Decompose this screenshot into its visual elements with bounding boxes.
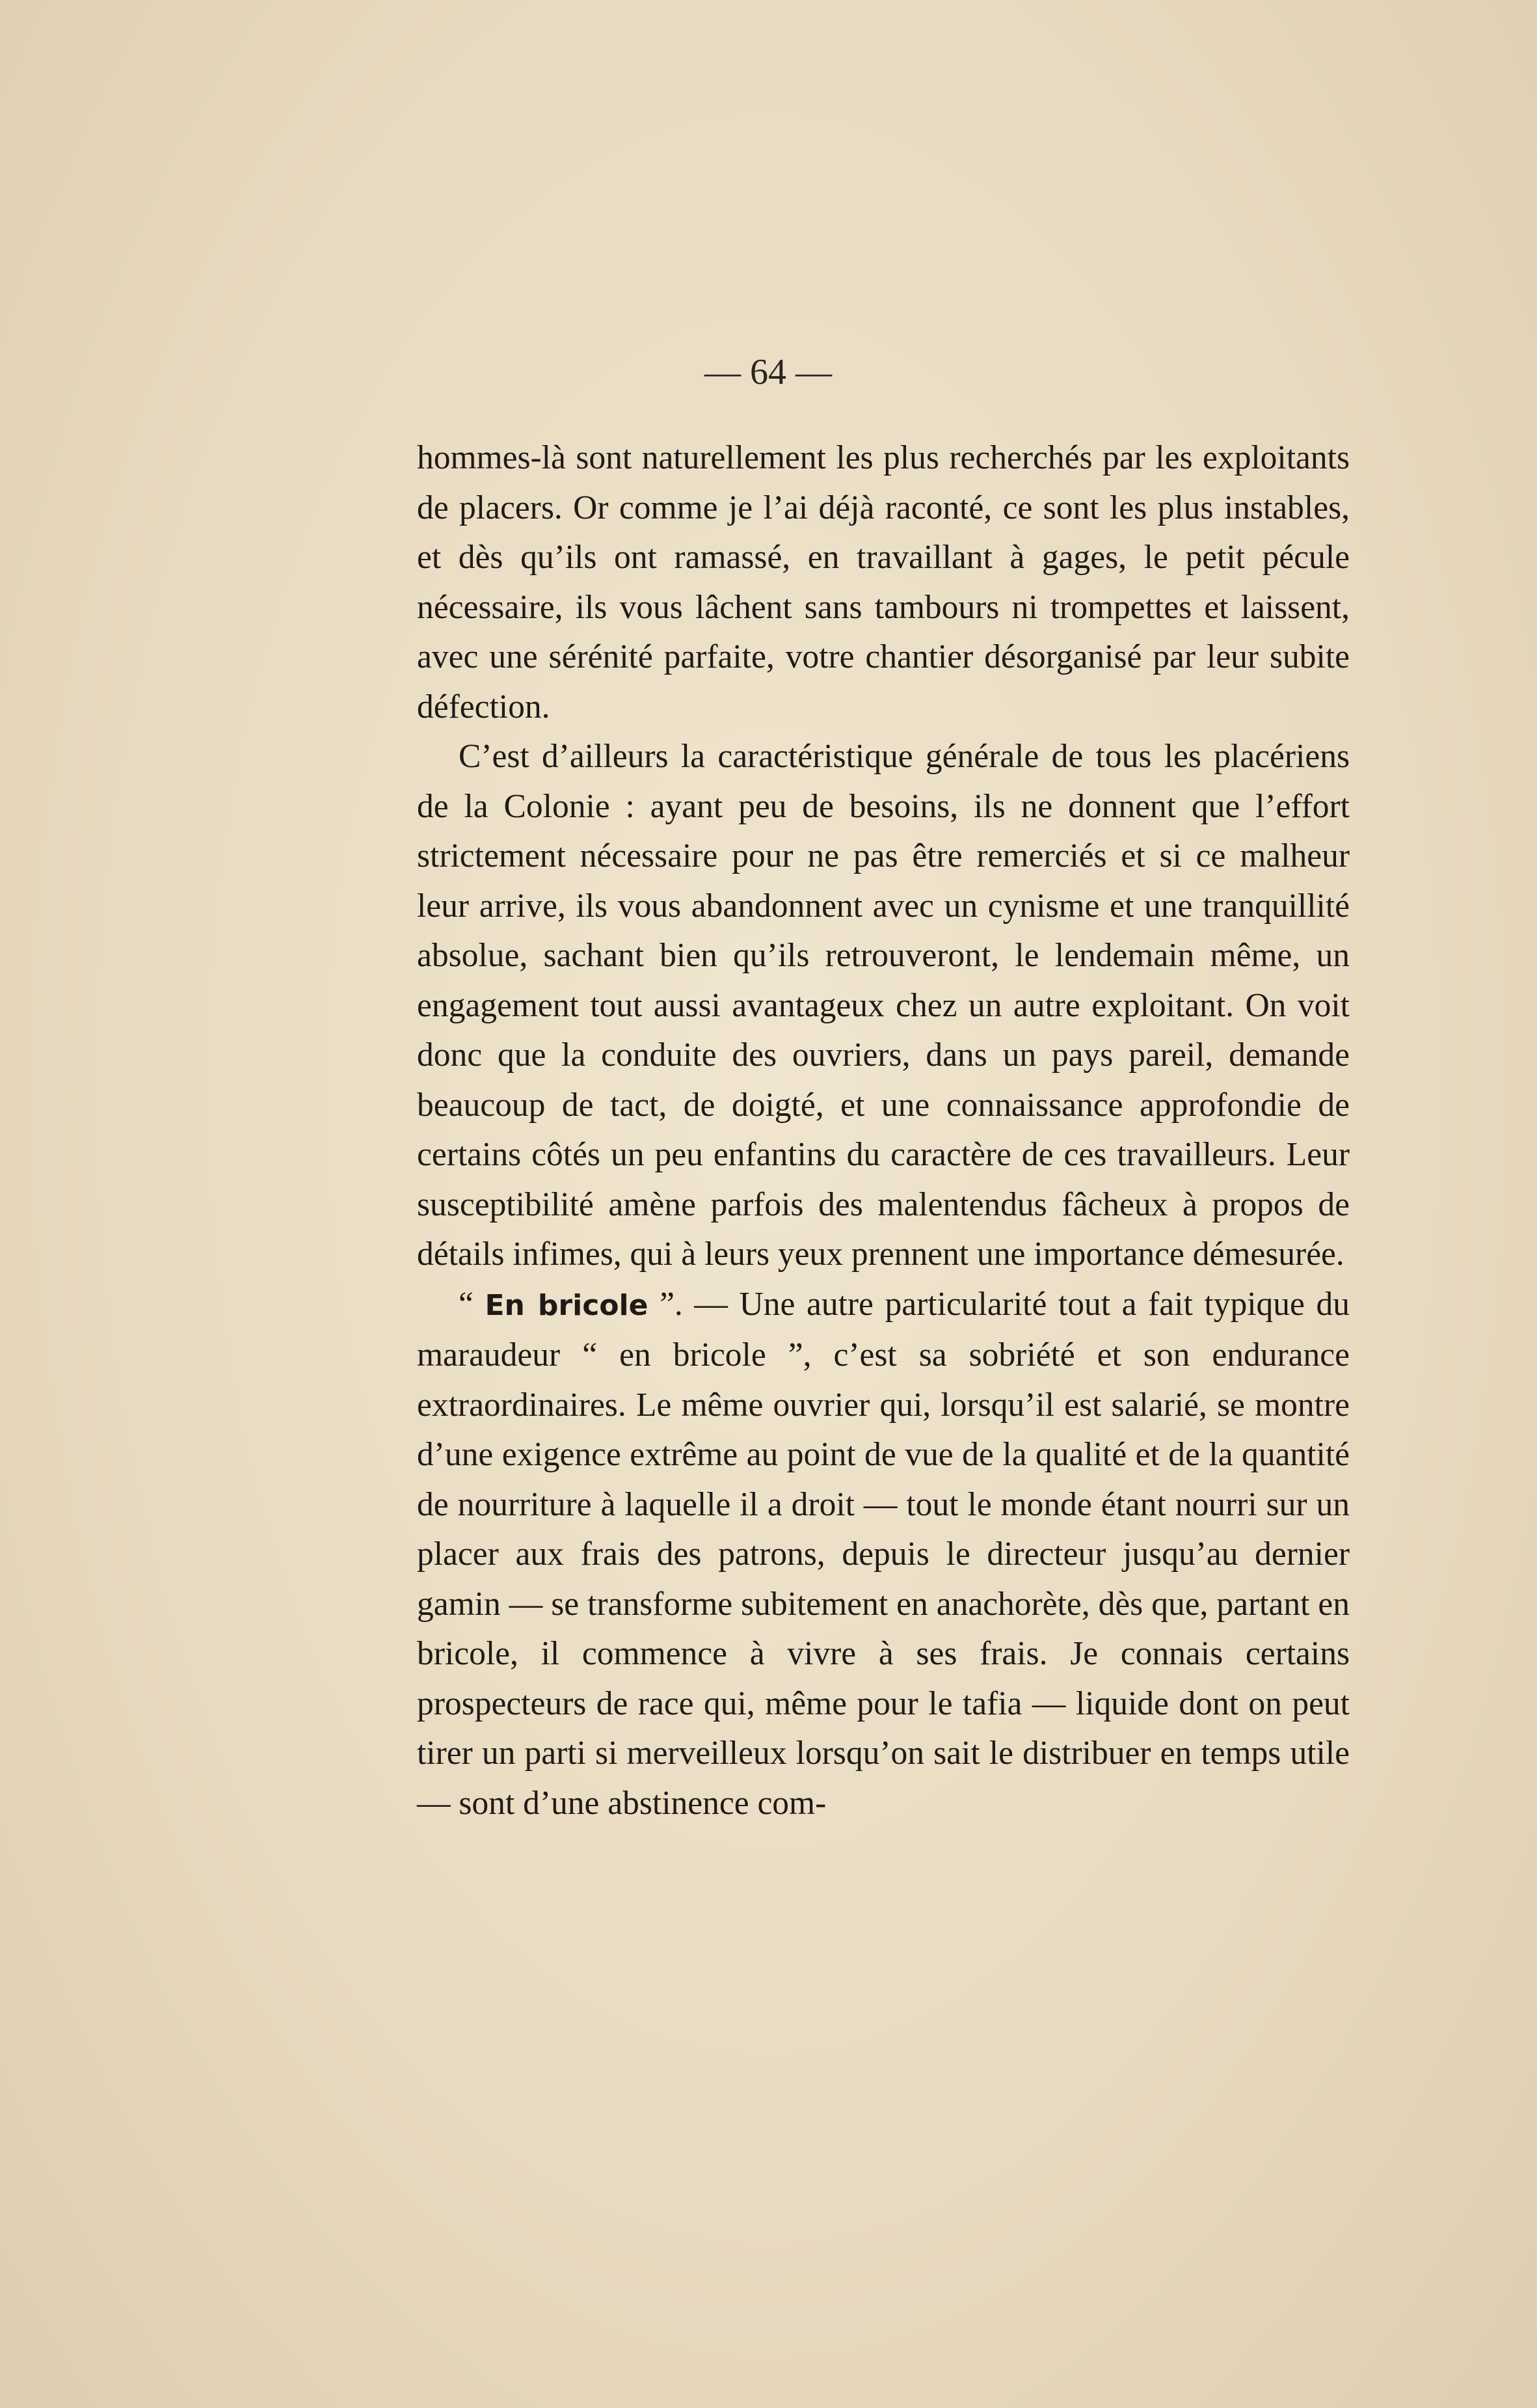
paragraph-3	[417, 1280, 1350, 1829]
body-text	[417, 433, 1350, 1828]
heading-close: ”. —	[648, 1285, 740, 1323]
section-heading: En bricole	[485, 1288, 648, 1322]
paragraph-2: C’est d’ailleurs la caractéristique générale de tous les placériens de la Colonie : ayant peu de besoins, ils ne donnent que l’effort strictement nécessaire pour ne pas être remerciés et si ce malheur leur arrive, ils vous abandonnent avec un cynisme et une tranquillité absolue, sachant bien qu’ils retrouveront, le lendemain même, un engagement tout aussi avantageux chez un autre exploitant. On voit donc que la conduite des ouvriers, dans un pays pareil, demande beaucoup de tact, de doigté, et une connaissance approfondie de certains côtés un peu enfantins du caractère de ces travailleurs. Leur susceptibilité amène parfois des malentendus fâcheux à propos de détails infimes, qui à leurs yeux prennent une importance démesurée.	[417, 738, 1350, 1273]
paragraph-3-text: Une autre particularité tout a fait typique du maraudeur “ en bricole ”, c’est sa sobriété et son endurance extraordinaires. Le même ouvrier qui, lorsqu’il est salarié, se montre d’une exigence extrême au point de vue de la qualité et de la quantité de nourriture à laquelle il a droit — tout le monde étant nourri sur un placer aux frais des patrons, depuis le directeur jusqu’au dernier gamin — se transforme subitement en anachorète, dès que, partant en bricole, il commence à vivre à ses frais. Je connais certains prospecteurs de race qui, même pour le tafia — liquide dont on peut tirer un parti si merveilleux lorsqu’on sait le distribuer en temps utile — sont d’une abstinence com-	[417, 1285, 1350, 1822]
open-quote: “	[459, 1285, 485, 1323]
paragraph-1: hommes-là sont naturellement les plus recherchés par les exploitants de placers. Or comme je l’ai déjà raconté, ce sont les plus instables, et dès qu’ils ont ramassé, en travaillant à gages, le petit pécule nécessaire, ils vous lâchent sans tambours ni trompettes et laissent, avec une sérénité parfaite, votre chantier désorganisé par leur subite défection.	[417, 439, 1350, 725]
page-number: — 64 —	[704, 352, 832, 392]
